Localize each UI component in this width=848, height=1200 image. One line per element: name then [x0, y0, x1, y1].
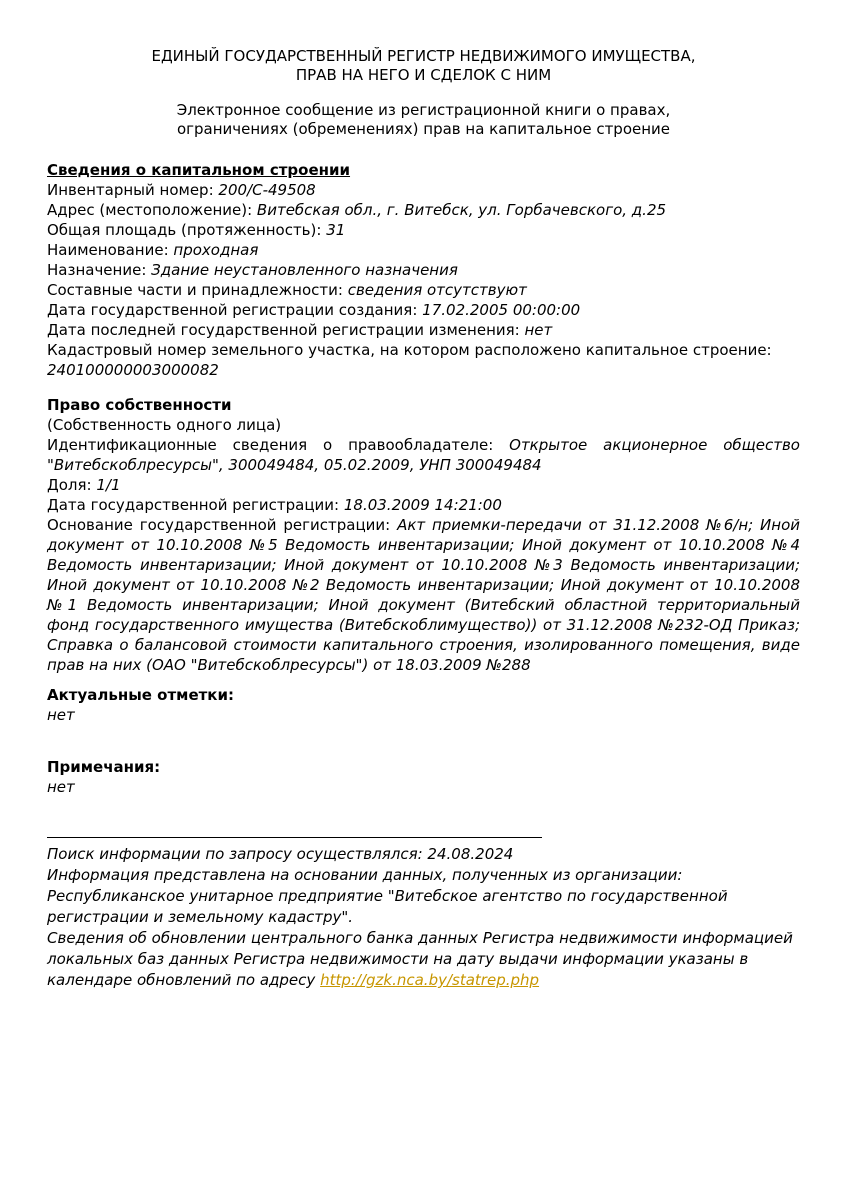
actual-marks-heading: Актуальные отметки:: [47, 686, 234, 704]
field-registration-date: [47, 495, 800, 515]
creation-registration-date-label: Дата государственной регистрации создания:: [47, 301, 418, 319]
subtitle-line-2: ограничениях (обременениях) прав на капитальное строение: [176, 120, 671, 138]
inventory-number-label: Инвентарный номер:: [47, 181, 214, 199]
section-ownership-right: [47, 395, 800, 675]
title-line-1: ЕДИНЫЙ ГОСУДАРСТВЕННЫЙ РЕГИСТР НЕДВИЖИМОГО ИМУЩЕСТВА,: [151, 47, 696, 65]
field-rightholder-identification: [47, 435, 800, 475]
cadastral-number-value: 240100000003000082: [47, 361, 219, 379]
registration-basis-value: Акт приемки-передачи от 31.12.2008 №6/н; Иной документ от 10.10.2008 №5 Ведомость инвентаризации; Иной документ от 10.10.2008 №4 Ведомость инвентаризации; Иной документ от 10.10.2008 №3 Ведомость инвентаризации; Иной документ от 10.10.2008 №2 Ведомость инвентаризации; Иной документ от 10.10.2008 №1 Ведомость инвентаризации; Иной документ (Витебский областной территориальный фонд государственного имущества (Витебскоблимущество)) от 31.12.2008 №232-ОД Приказ; Справка о балансовой стоимости капитального строения, изолированного помещения, виде прав на них (ОАО "Витебскоблресурсы") от 18.03.2009 №288: [47, 516, 800, 674]
document-title: [47, 47, 800, 85]
registration-basis-label: Основание государственной регистрации:: [47, 516, 391, 534]
total-area-value: 31: [326, 221, 346, 239]
field-name: [47, 240, 800, 260]
name-label: Наименование:: [47, 241, 169, 259]
share-value: 1/1: [96, 476, 121, 494]
rightholder-identification-value: Открытое акционерное общество "Витебскоблресурсы", 300049484, 05.02.2009, УНП 300049484: [47, 436, 800, 474]
building-section-heading: Сведения о капитальном строении: [47, 161, 351, 179]
field-address: [47, 200, 800, 220]
registration-date-label: Дата государственной регистрации:: [47, 496, 340, 514]
footer-organization-line: Республиканское унитарное предприятие "Витебское агентство по государственной регистрации и земельному кадастру".: [47, 887, 728, 926]
total-area-label: Общая площадь (протяженность):: [47, 221, 322, 239]
share-label: Доля:: [47, 476, 92, 494]
footer-search-date-line: Поиск информации по запросу осуществлялся: 24.08.2024: [47, 845, 514, 863]
footer-source-line: Информация представлена на основании данных, полученных из организации:: [47, 866, 683, 884]
field-creation-registration-date: [47, 300, 800, 320]
notes-heading: Примечания:: [47, 758, 161, 776]
components-value: сведения отсутствуют: [347, 281, 527, 299]
ownership-type: (Собственность одного лица): [47, 416, 282, 434]
registration-date-value: 18.03.2009 14:21:00: [343, 496, 502, 514]
ownership-section-heading: Право собственности: [47, 396, 232, 414]
field-registration-basis: [47, 515, 800, 675]
name-value: проходная: [173, 241, 259, 259]
field-cadastral-number: [47, 340, 800, 380]
field-total-area: [47, 220, 800, 240]
address-value: Витебская обл., г. Витебск, ул. Горбачевского, д.25: [256, 201, 667, 219]
creation-registration-date-value: 17.02.2005 00:00:00: [422, 301, 581, 319]
field-last-change-registration-date: [47, 320, 800, 340]
section-building-info: [47, 160, 800, 380]
footer-update-note-text: Сведения об обновлении центрального банка данных Регистра недвижимости информацией локальных баз данных Регистра недвижимости на дату выдачи информации указаны в календаре обновлений по адресу: [47, 929, 793, 989]
inventory-number-value: 200/С-49508: [218, 181, 316, 199]
footer-update-note: [47, 928, 800, 991]
notes-value: нет: [47, 778, 75, 796]
section-notes: [47, 757, 800, 797]
purpose-label: Назначение:: [47, 261, 147, 279]
rightholder-identification-label: Идентификационные сведения о правообладателе:: [47, 436, 494, 454]
last-change-registration-date-label: Дата последней государственной регистрации изменения:: [47, 321, 520, 339]
separator-line: [47, 837, 542, 838]
section-actual-marks: [47, 685, 800, 725]
actual-marks-value: нет: [47, 706, 75, 724]
document-footer: [47, 837, 800, 991]
field-share: [47, 475, 800, 495]
last-change-registration-date-value: нет: [524, 321, 553, 339]
purpose-value: Здание неустановленного назначения: [151, 261, 458, 279]
title-line-2: ПРАВ НА НЕГО И СДЕЛОК С НИМ: [295, 66, 552, 84]
document-subtitle: [47, 101, 800, 139]
address-label: Адрес (местоположение):: [47, 201, 253, 219]
cadastral-number-label: Кадастровый номер земельного участка, на котором расположено капитальное строение:: [47, 341, 772, 359]
components-label: Составные части и принадлежности:: [47, 281, 343, 299]
statrep-link[interactable]: http://gzk.nca.by/statrep.php: [320, 971, 540, 989]
field-inventory-number: [47, 180, 800, 200]
field-purpose: [47, 260, 800, 280]
field-components: [47, 280, 800, 300]
subtitle-line-1: Электронное сообщение из регистрационной книги о правах,: [176, 101, 671, 119]
